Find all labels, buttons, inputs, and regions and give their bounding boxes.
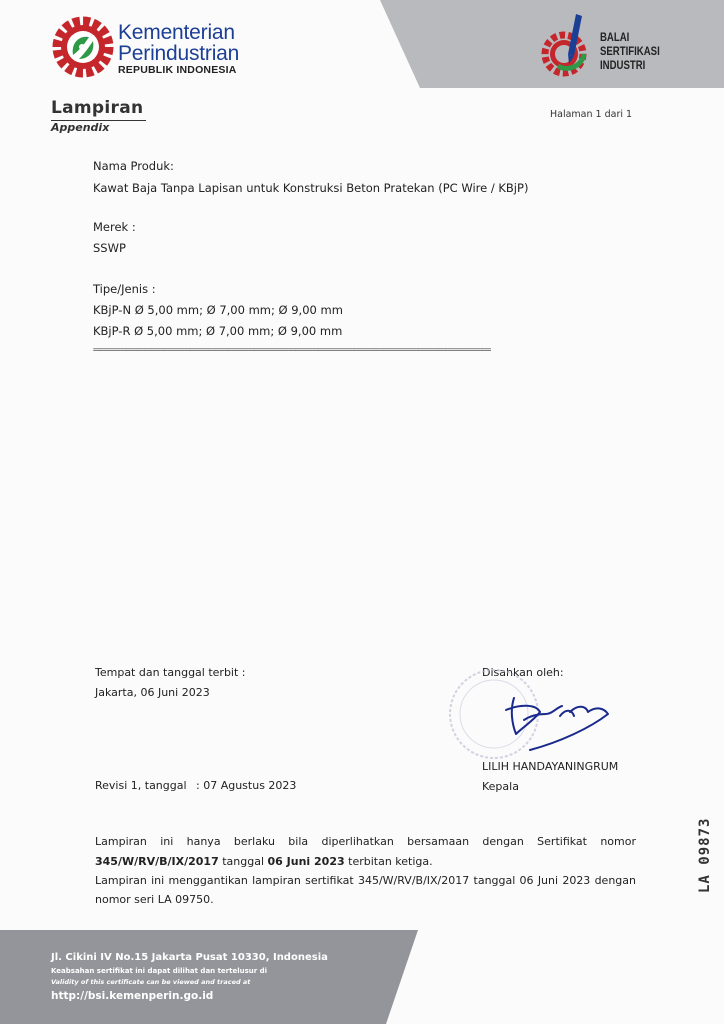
separator-line: ====================================================================================================================== (93, 346, 491, 354)
ministry-logo-icon (50, 14, 116, 80)
bsi-logo-icon (538, 10, 598, 80)
revision-date: : 07 Agustus 2023 (196, 779, 297, 792)
note-paragraph-2-line-2: nomor seri LA 09750. (95, 893, 214, 906)
footer-validity-en: Validity of this certificate can be viewed and traced at (51, 978, 251, 986)
bsi-word-3: INDUSTRI (600, 58, 646, 72)
brand-label: Merek : (93, 220, 136, 234)
signatory-name: LILIH HANDAYANINGRUM (482, 760, 619, 773)
type-label: Tipe/Jenis : (93, 282, 156, 296)
footer-url-link[interactable]: http://bsi.kemenperin.go.id (51, 990, 214, 1002)
certificate-date: 06 Juni 2023 (267, 855, 345, 868)
note-paragraph-2-line-1: Lampiran ini menggantikan lampiran sertifikat 345/W/RV/B/IX/2017 tanggal 06 Juni 2023 dengan (95, 874, 636, 887)
signatory-position: Kepala (482, 780, 519, 793)
bsi-logo-text (600, 30, 675, 72)
approval-label: Disahkan oleh: (482, 666, 564, 679)
footer-band (0, 930, 724, 1024)
type-line-1: KBjP-N Ø 5,00 mm; Ø 7,00 mm; Ø 9,00 mm (93, 303, 343, 317)
footer-address: Jl. Cikini IV No.15 Jakarta Pusat 10330, Indonesia (51, 952, 328, 963)
note-paragraph-1-line-1: Lampiran ini hanya berlaku bila diperlihatkan bersamaan dengan Sertifikat nomor (95, 835, 636, 848)
page-title: Lampiran (51, 98, 144, 118)
brand-value: SSWP (93, 241, 126, 255)
page-subtitle: Appendix (51, 121, 110, 134)
ministry-logo-text (118, 22, 239, 76)
product-value: Kawat Baja Tanpa Lapisan untuk Konstruksi Beton Pratekan (PC Wire / KBjP) (93, 181, 529, 195)
ministry-country: REPUBLIK INDONESIA (118, 64, 237, 76)
ministry-name-line1: Kementerian (118, 21, 235, 44)
footer-validity-id: Keabsahan sertifikat ini dapat dilihat dan tertelusur di (51, 967, 268, 975)
certificate-number: 345/W/RV/B/IX/2017 (95, 855, 219, 868)
page-indicator: Halaman 1 dari 1 (550, 109, 633, 120)
bsi-word-2: SERTIFIKASI (600, 44, 660, 58)
ministry-name-line2: Perindustrian (118, 42, 240, 65)
issue-place-value: Jakarta, 06 Juni 2023 (95, 686, 210, 699)
serial-number: LA 09873 (697, 817, 713, 893)
type-line-2: KBjP-R Ø 5,00 mm; Ø 7,00 mm; Ø 9,00 mm (93, 324, 343, 338)
signature-icon (500, 690, 620, 770)
note-connector: tanggal (218, 855, 268, 868)
bsi-word-1: BALAI (600, 30, 630, 44)
revision-label: Revisi 1, tanggal (95, 779, 187, 792)
note-ending: terbitan ketiga. (344, 855, 433, 868)
issue-place-label: Tempat dan tanggal terbit : (95, 666, 246, 679)
note-paragraph-1-line-2 (95, 852, 636, 872)
product-label: Nama Produk: (93, 159, 174, 173)
